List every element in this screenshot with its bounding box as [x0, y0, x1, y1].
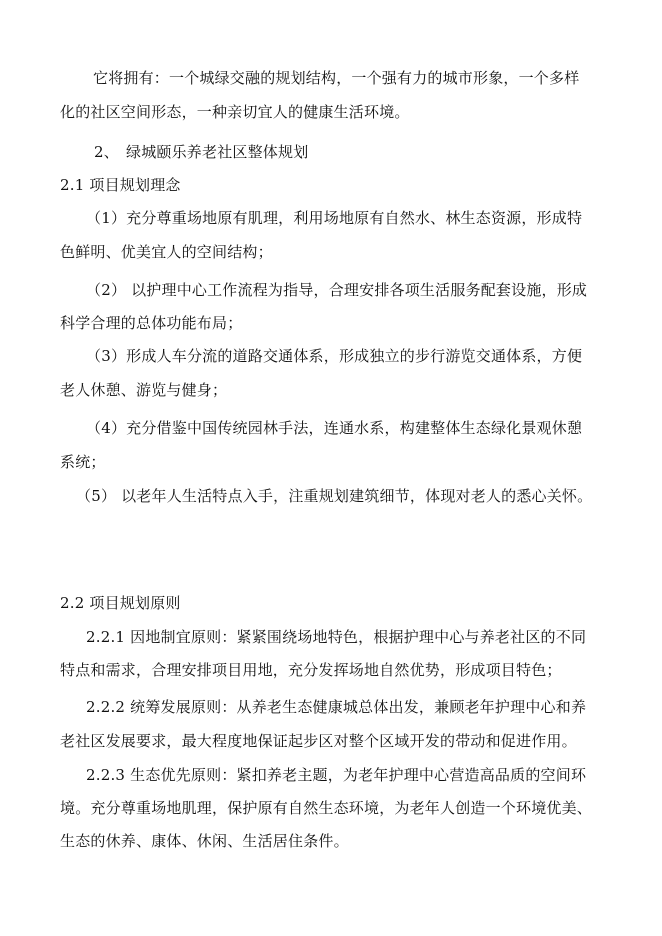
principle-3-line-3: 生态的休养、康体、休闲、生活居住条件。 [60, 832, 349, 850]
concept-item-3-line-2: 老人休憩、游览与健身； [60, 381, 228, 399]
concept-item-2-line-2: 科学合理的总体功能布局； [60, 314, 243, 332]
concept-item-5-line-1: （5） 以老年人生活特点入手，注重规划建筑细节，体现对老人的悉心关怀。 [76, 487, 593, 505]
section-2-2-heading: 2.2 项目规划原则 [60, 594, 181, 612]
intro-line-2: 化的社区空间形态，一种亲切宜人的健康生活环境。 [60, 103, 410, 121]
concept-item-1-line-1: （1）充分尊重场地原有肌理，利用场地原有自然水、林生态资源，形成特 [86, 209, 583, 227]
section-2-title: 绿城颐乐养老社区整体规划 [126, 143, 309, 161]
section-2-1-heading: 2.1 项目规划理念 [60, 176, 181, 194]
principle-1-line-2: 特点和需求，合理安排项目用地，充分发挥场地自然优势，形成项目特色； [60, 661, 562, 679]
concept-item-4-line-1: （4）充分借鉴中国传统园林手法，连通水系，构建整体生态绿化景观休憩 [86, 419, 583, 437]
principle-3-line-1: 2.2.3 生态优先原则：紧扣养老主题，为老年护理中心营造高品质的空间环 [86, 766, 587, 784]
concept-item-3-line-1: （3）形成人车分流的道路交通体系，形成独立的步行游览交通体系，方便 [86, 347, 583, 365]
concept-item-2-line-1: （2） 以护理中心工作流程为指导，合理安排各项生活服务配套设施，形成 [86, 281, 588, 299]
concept-item-4-line-2: 系统； [60, 453, 106, 471]
principle-2-line-2: 老社区发展要求，最大程度地保证起步区对整个区域开发的带动和促进作用。 [60, 732, 577, 750]
principle-3-line-2: 境。充分尊重场地肌理，保护原有自然生态环境，为老年人创造一个环境优美、 [60, 799, 593, 817]
concept-item-1-line-2: 色鲜明、优美宜人的空间结构； [60, 243, 273, 261]
intro-line-1: 它将拥有：一个城绿交融的规划结构，一个强有力的城市形象，一个多样 [93, 69, 580, 87]
section-2-number: 2、 [94, 143, 119, 161]
principle-2-line-1: 2.2.2 统筹发展原则：从养老生态健康城总体出发，兼顾老年护理中心和养 [86, 698, 587, 716]
principle-1-line-1: 2.2.1 因地制宜原则：紧紧围绕场地特色，根据护理中心与养老社区的不同 [86, 628, 587, 646]
